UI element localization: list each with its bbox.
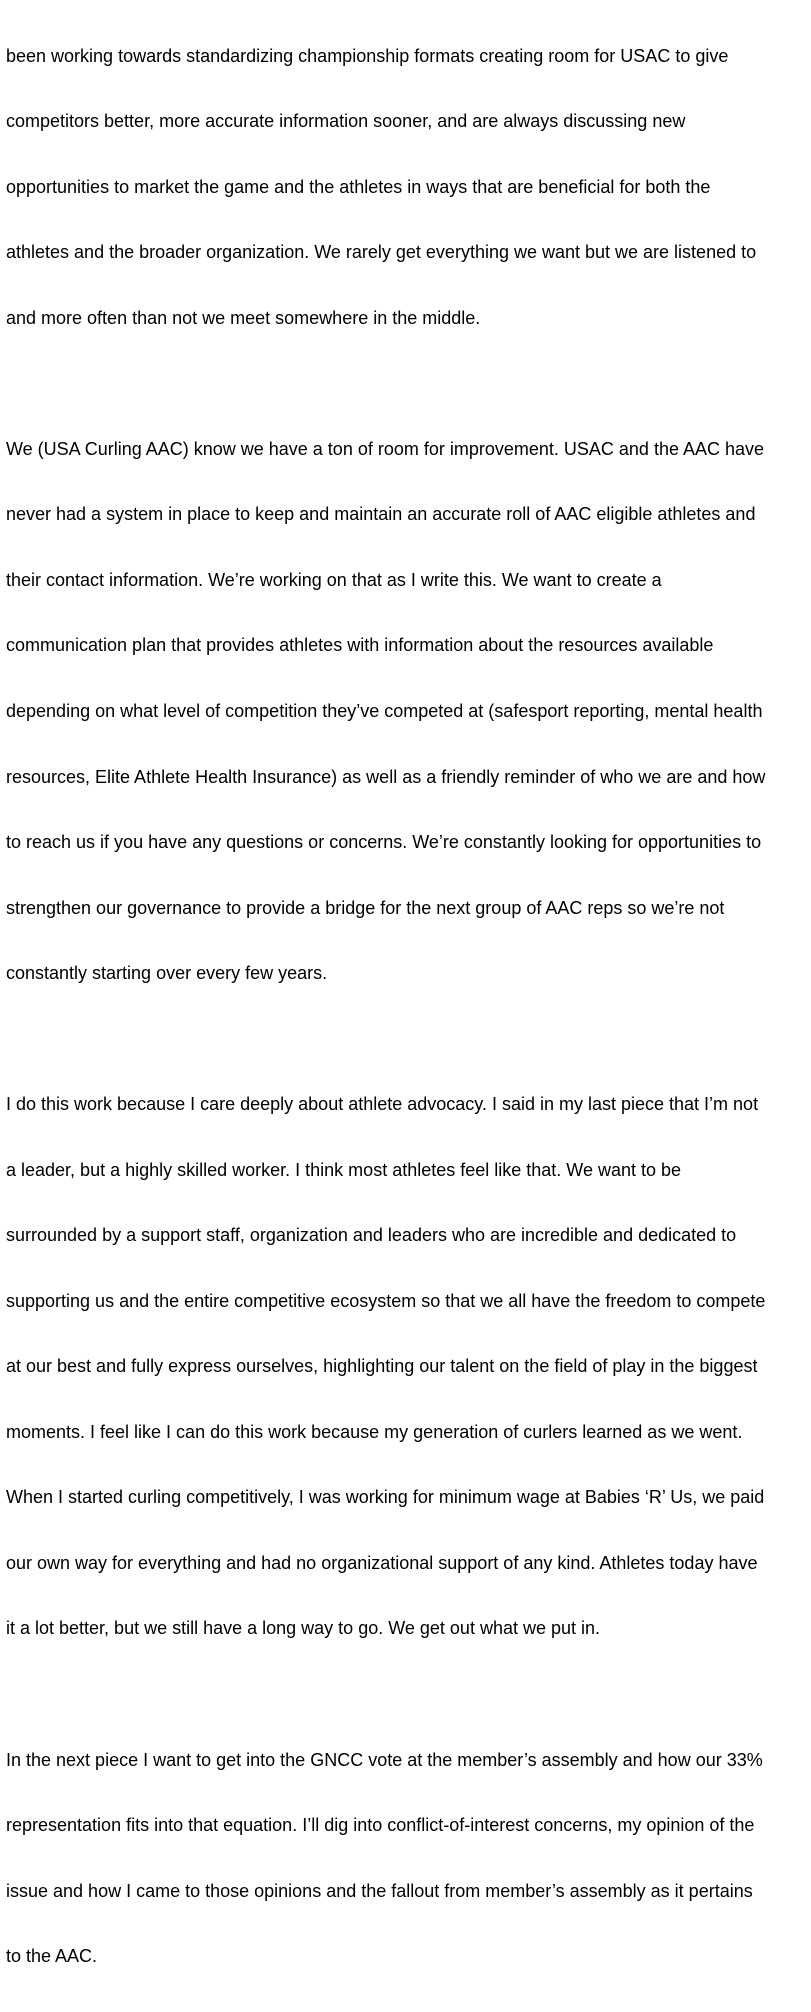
text-line: surrounded by a support staff, organization and leaders who are incredible and dedicated to [6, 1225, 737, 1246]
text-line: athletes and the broader organization. We rarely get everything we want but we are listened to [6, 242, 757, 263]
text-line: and more often than not we meet somewhere in the middle. [6, 307, 481, 328]
paragraph-athlete-advocacy [6, 1051, 807, 1684]
text-line: our own way for everything and had no organizational support of any kind. Athletes today have [6, 1552, 758, 1573]
text-line: resources, Elite Athlete Health Insurance) as well as a friendly reminder of who we are and how [6, 766, 766, 787]
text-line: supporting us and the entire competitive ecosystem so that we all have the freedom to compete [6, 1290, 766, 1311]
text-line: strengthen our governance to provide a bridge for the next group of AAC reps so we’re not [6, 897, 725, 918]
text-line: opportunities to market the game and the athletes in ways that are beneficial for both the [6, 176, 711, 197]
text-line: at our best and fully express ourselves, highlighting our talent on the field of play in the biggest [6, 1356, 758, 1377]
text-line: been working towards standardizing championship formats creating room for USAC to give [6, 45, 729, 66]
text-line: it a lot better, but we still have a long way to go. We get out what we put in. [6, 1618, 601, 1639]
text-line: depending on what level of competition they’ve competed at (safesport reporting, mental health [6, 701, 763, 721]
text-line: moments. I feel like I can do this work because my generation of curlers learned as we went. [6, 1421, 743, 1442]
text-line: competitors better, more accurate information sooner, and are always discussing new [6, 111, 686, 132]
text-line: representation fits into that equation. I’ll dig into conflict-of-interest concerns, my opinion of the [6, 1815, 755, 1836]
text-line: I do this work because I care deeply about athlete advocacy. I said in my last piece that I’m not [6, 1094, 759, 1115]
paragraph-next-piece [6, 1706, 807, 2012]
text-line: to reach us if you have any questions or concerns. We’re constantly looking for opportunities to [6, 832, 762, 853]
text-line: issue and how I came to those opinions and the fallout from member’s assembly as it pertains [6, 1880, 753, 1901]
paragraph-championship-formats [6, 2, 807, 373]
text-line: When I started curling competitively, I was working for minimum wage at Babies ‘R’ Us, we paid [6, 1487, 765, 1508]
text-line: constantly starting over every few years. [6, 963, 328, 984]
text-line: In the next piece I want to get into the GNCC vote at the member’s assembly and how our 33% [6, 1749, 763, 1770]
text-line: never had a system in place to keep and maintain an accurate roll of AAC eligible athletes and [6, 504, 756, 525]
text-line: a leader, but a highly skilled worker. I think most athletes feel like that. We want to be [6, 1159, 682, 1180]
text-line: We (USA Curling AAC) know we have a ton of room for improvement. USAC and the AAC have [6, 438, 765, 459]
paragraph-room-for-improvement [6, 395, 807, 1028]
text-line: their contact information. We’re working on that as I write this. We want to create a [6, 569, 662, 590]
text-line: communication plan that provides athletes with information about the resources available [6, 635, 714, 656]
text-line: to the AAC. [6, 1946, 98, 1967]
